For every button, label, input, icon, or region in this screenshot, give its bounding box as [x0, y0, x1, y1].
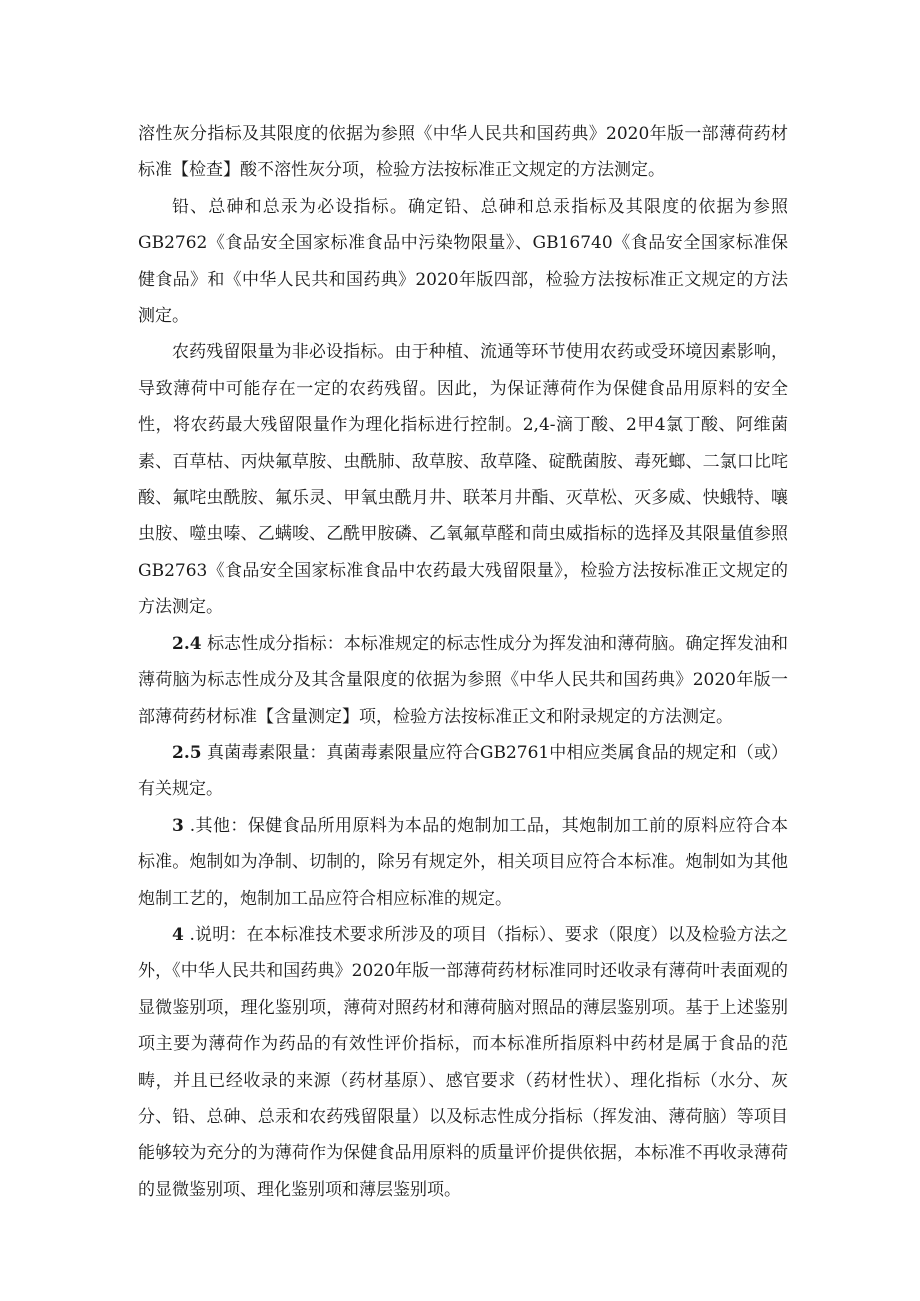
section-number: 2.4	[172, 633, 202, 654]
paragraph-text: 农药残留限量为非必设指标。由于种植、流通等环节使用农药或受环境因素影响，导致薄荷中可能存在一定的农药残留。因此，为保证薄荷作为保健食品用原料的安全性，将农药最大残留限量作为理化指标进行控制。2,4-滴丁酸、2甲4氯丁酸、阿维菌素、百草枯、丙炔氟草胺、虫酰肺、敌草胺、敌草隆、碇酰菌胺、毒死螂、二氯口比咤酸、氟咤虫酰胺、氟乐灵、甲氧虫酰月井、联苯月井酯、灭草松、灭多威、快蛾特、嚷虫胺、噬虫嗪、乙螨唆、乙酰甲胺磷、乙氧氟草醛和茼虫威指标的选择及其限量值参照GB2763《食品安全国家标准食品中农药最大残留限量》，检验方法按标准正文规定的方法测定。	[138, 342, 788, 618]
section-number: 2.5	[172, 742, 202, 763]
paragraph-text: 溶性灰分指标及其限度的依据为参照《中华人民共和国药典》2020年版一部薄荷药材标准【检查】酸不溶性灰分项，检验方法按标准正文规定的方法测定。	[138, 124, 788, 181]
paragraph-ash-limit	[138, 116, 788, 189]
paragraph-text: .说明：在本标准技术要求所涉及的项目（指标）、要求（限度）以及检验方法之外，《中华人民共和国药典》2020年版一部薄荷药材标准同时还收录有薄荷叶表面观的显微鉴别项，理化鉴别项，薄荷对照药材和薄荷脑对照品的薄层鉴别项。基于上述鉴别项主要为薄荷作为药品的有效性评价指标，而本标准所指原料中药材是属于食品的范畴，并且已经收录的来源（药材基原）、感官要求（药材性状）、理化指标（水分、灰分、铅、总砷、总汞和农药残留限量）以及标志性成分指标（挥发油、薄荷脑）等项目能够较为充分的为薄荷作为保健食品用原料的质量评价提供依据，本标准不再收录薄荷的显微鉴别项、理化鉴别项和薄层鉴别项。	[138, 924, 789, 1200]
section-number: 3	[172, 815, 184, 836]
paragraph-heavy-metals	[138, 189, 788, 335]
paragraph-section-4	[138, 917, 788, 1208]
paragraph-section-2-5	[138, 735, 788, 808]
paragraph-text: 标志性成分指标：本标准规定的标志性成分为挥发油和薄荷脑。确定挥发油和薄荷脑为标志性成分及其含量限度的依据为参照《中华人民共和国药典》2020年版一部薄荷药材标准【含量测定】项，检验方法按标准正文和附录规定的方法测定。	[138, 633, 789, 727]
paragraph-text: 真菌毒素限量：真菌毒素限量应符合GB2761中相应类属食品的规定和（或）有关规定。	[138, 742, 788, 800]
paragraph-text: 铅、总砷和总汞为必设指标。确定铅、总砷和总汞指标及其限度的依据为参照GB2762《食品安全国家标准食品中污染物限量》、GB16740《食品安全国家标准保健食品》和《中华人民共和国药典》2020年版四部，检验方法按标准正文规定的方法测定。	[138, 196, 788, 327]
paragraph-section-2-4	[138, 626, 788, 735]
document-body	[138, 116, 788, 1208]
paragraph-pesticide-residue	[138, 334, 788, 625]
paragraph-section-3	[138, 808, 788, 917]
section-number: 4	[172, 924, 184, 945]
paragraph-text: .其他：保健食品所用原料为本品的炮制加工品，其炮制加工前的原料应符合本标准。炮制如为净制、切制的，除另有规定外，相关项目应符合本标准。炮制如为其他炮制工艺的，炮制加工品应符合相应标准的规定。	[138, 815, 788, 909]
